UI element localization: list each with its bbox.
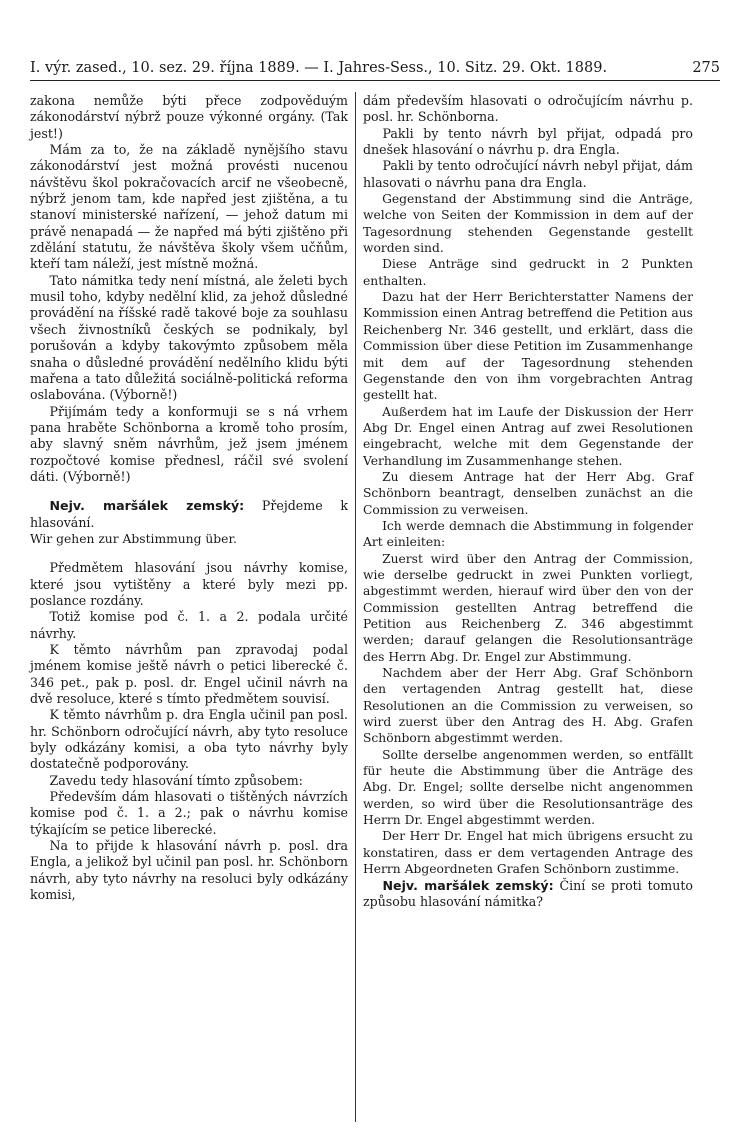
paragraph-text: Wir gehen zur Abstimmung über. — [30, 531, 237, 546]
paragraph-text: Gegenstand der Abstimmung sind die Anträge, welche von Seiten der Kommission in dem auf der Tagesordnung stehenden Gegenstande gestellt worden sind. — [363, 192, 693, 256]
paragraph — [363, 469, 693, 518]
paragraph — [363, 256, 693, 289]
paragraph — [363, 289, 693, 403]
paragraph — [30, 642, 348, 707]
speaker-label: Nejv. maršálek zemský: — [382, 877, 554, 893]
paragraph — [30, 838, 348, 903]
paragraph-text: Přejdeme k hlasování. — [30, 498, 348, 530]
paragraph-text: Pakli by tento návrh byl přijat, odpadá pro dnešek hlasování o návrhu p. dra Engla. — [363, 125, 693, 158]
paragraph — [30, 560, 348, 609]
paragraph — [30, 93, 348, 142]
paragraph-text: Sollte derselbe angenommen werden, so entfällt für heute die Abstimmung über die Anträge des Abg. Dr. Engel; sollte derselbe nicht angenommen werden, so wird über die Resolutionsanträge des Herrn Dr. Engel abgestimmt werden. — [363, 747, 693, 828]
paragraph — [30, 273, 348, 404]
column-divider — [355, 92, 356, 1122]
paragraph — [30, 609, 348, 642]
paragraph — [363, 878, 693, 911]
paragraph — [363, 665, 693, 747]
paragraph — [30, 789, 348, 838]
paragraph — [363, 747, 693, 829]
paragraph-text: Diese Anträge sind gedruckt in 2 Punkten enthalten. — [363, 257, 693, 288]
paragraph-text: Ich werde demnach die Abstimmung in folgender Art einleiten: — [363, 518, 693, 550]
paragraph — [363, 828, 693, 877]
paragraph-text: Zu diesem Antrage hat der Herr Abg. Graf Schönborn beantragt, denselben zunächst an die Commission zu verweisen. — [363, 469, 693, 517]
paragraph-text: K těmto návrhům p. dra Engla učinil pan posl. hr. Schönborn odročující návrh, aby tyto resoluce byly odkázány komisi, a oba tyto návrhy byly dostatečně podporovány. — [30, 707, 348, 772]
paragraph — [30, 404, 348, 486]
paragraph — [30, 498, 348, 531]
paragraph-text: Na to přijde k hlasování návrh p. posl. dra Engla, a jelikož byl učinil pan posl. hr. Schönborn návrh, aby tyto návrhy na resoluci byly odkázány komisi, — [30, 838, 348, 903]
paragraph-text: dám především hlasovati o odročujícím návrhu p. posl. hr. Schönborna. — [363, 93, 693, 125]
paragraph — [30, 531, 348, 547]
paragraph-text: Přijímám tedy a konformuji se s ná vrhem pana hraběte Schönborna a kromě toho prosím, aby slavný sněm návrhům, jež jsem jménem rozpočtové komise přednesl, ráčil své svolení dáti. (Výborně!) — [30, 403, 348, 484]
paragraph-text: Tato námitka tedy není místná, ale želeti bych musil toho, kdyby nedělní klid, za jehož důsledné provádění na říšské radě takové boje za souhlasu všech živnostníků českých se podnikaly, byl porušován a kdyby takovýmto způsobem měla snaha o důsledné provádění nedělního klidu býti mařena a tato důležitá sociálně-politická reforma oslabována. (Výborně!) — [30, 272, 348, 403]
right-column — [363, 93, 693, 910]
paragraph — [363, 158, 693, 191]
paragraph-text: Totiž komise pod č. 1. a 2. podala určité návrhy. — [30, 609, 348, 641]
paragraph-gap — [30, 547, 348, 560]
paragraph — [363, 518, 693, 551]
paragraph — [363, 551, 693, 665]
page-number: 275 — [692, 60, 720, 76]
paragraph-text: Zuerst wird über den Antrag der Commission, wie derselbe gedruckt in zwei Punkten vorliegt, abgestimmt werden, hierauf wird über den von der Commission gestellten Antrag betreffend die Petition aus Reichenberg Z. 346 abgestimmt werden; darauf gelangen die Resolutionsanträge des Herrn Abg. Dr. Engel zur Abstimmung. — [363, 551, 693, 664]
running-head: I. výr. zased., 10. sez. 29. října 1889. — I. Jahres-Sess., 10. Sitz. 29. Okt. 1889. — [30, 60, 608, 76]
paragraph-text: Činí se proti tomuto způsobu hlasování námitka? — [363, 877, 693, 909]
left-column — [30, 93, 348, 904]
paragraph-text: Zavedu tedy hlasování tímto způsobem: — [49, 772, 303, 788]
paragraph-text: K těmto návrhům pan zpravodaj podal jménem komise ještě návrh o petici liberecké č. 346 pet., pak p. posl. dr. Engel učinil návrh na dvě resoluce, které s tímto předmětem souvisí. — [30, 642, 348, 707]
paragraph — [363, 93, 693, 126]
page-header — [30, 58, 720, 81]
speaker-label: Nejv. maršálek zemský: — [49, 498, 245, 514]
paragraph-text: Především dám hlasovati o tištěných návrzích komise pod č. 1. a 2.; pak o návrhu komise týkajícím se petice liberecké. — [30, 789, 348, 837]
paragraph-text: Der Herr Dr. Engel hat mich übrigens ersucht zu konstatiren, dass er dem vertagenden Antrage des Herrn Abgeordneten Grafen Schönborn zustimme. — [363, 829, 693, 877]
paragraph-text: Dazu hat der Herr Berichterstatter Namens der Kommission einen Antrag betreffend die Petition aus Reichenberg Nr. 346 gestellt, und erklärt, dass die Commission über diese Petition im Zusammenhange mit dem auf der Tagesordnung stehenden Gegenstande den von ihm vorgebrachten Antrag gestellt hat. — [363, 290, 693, 403]
paragraph — [30, 142, 348, 273]
paragraph-text: Außerdem hat im Laufe der Diskussion der Herr Abg Dr. Engel einen Antrag auf zwei Resolutionen eingebracht, welche mit dem Gegenstande der Verhandlung im Zusammenhange stehen. — [363, 404, 693, 468]
paragraph-text: Mám za to, že na základě nynějšího stavu zákonodárství jest možná provésti nucenou návštěvu škol pokračovacích arcif ne všeobecně, nýbrž jenom tam, kde napřed jest zjištěna, a tu stanoví ministerské nařízení, — jehož datum mi právě nenapadá — že napřed má býti zjištěno při zdělání statutu, že návštěva školy všem učňům, kteří tam náleží, jest místně možná. — [30, 142, 348, 272]
paragraph-text: Nachdem aber der Herr Abg. Graf Schönborn den vertagenden Antrag gestellt hat, diese Resolutionen an die Commission zu verweisen, so wird zuerst über den Antrag des H. Abg. Grafen Schönborn abgestimmt werden. — [363, 666, 693, 746]
paragraph-text: zakona nemůže býti přece zodpověduým zákonodárství nýbrž pouze výkonné orgány. (Tak jest!) — [30, 93, 348, 141]
paragraph — [363, 126, 693, 159]
paragraph — [30, 773, 348, 789]
paragraph-gap — [30, 485, 348, 498]
paragraph — [30, 707, 348, 772]
paragraph — [363, 191, 693, 256]
paragraph-text: Pakli by tento odročující návrh nebyl přijat, dám hlasovati o návrhu pana dra Engla. — [363, 158, 693, 190]
paragraph-text: Předmětem hlasování jsou návrhy komise, které jsou vytištěny a které byly mezi pp. poslance rozdány. — [30, 560, 348, 608]
paragraph — [363, 404, 693, 469]
